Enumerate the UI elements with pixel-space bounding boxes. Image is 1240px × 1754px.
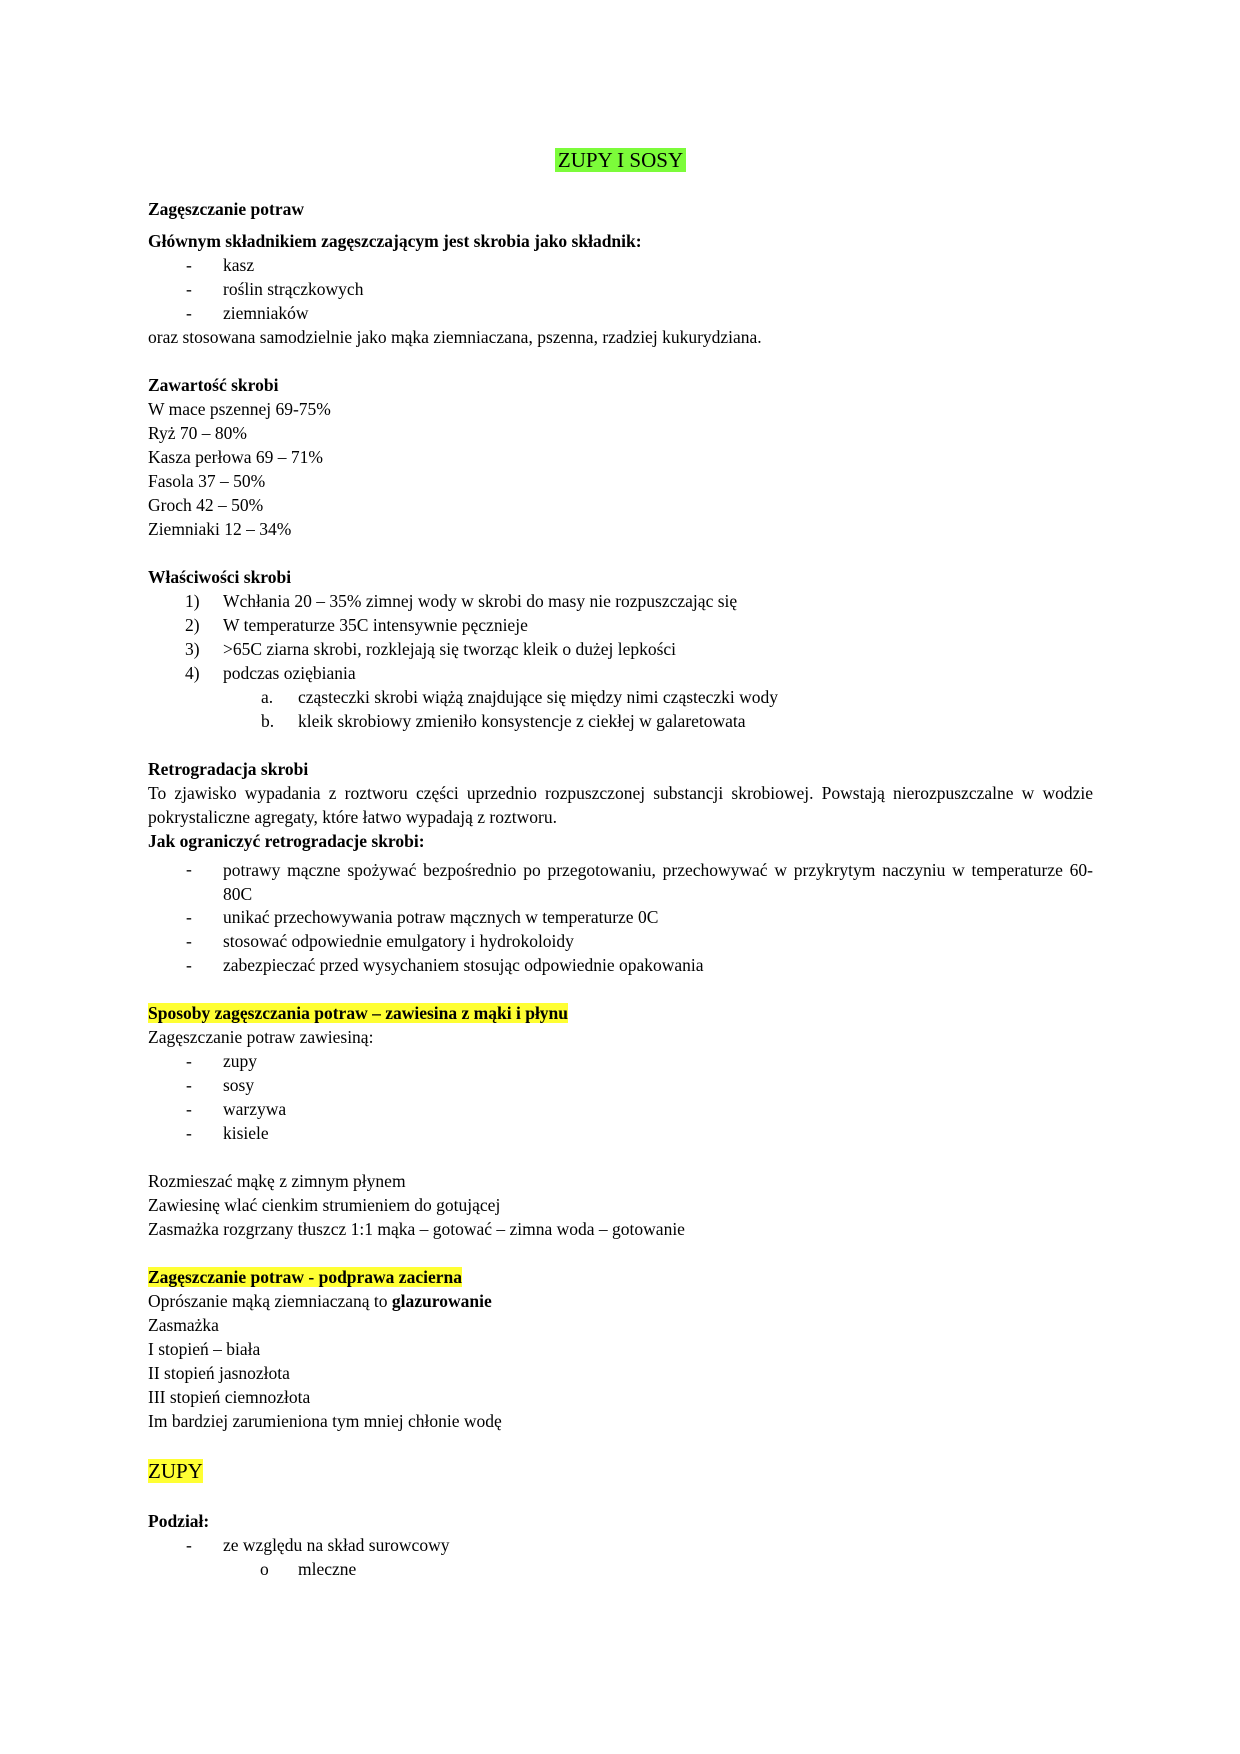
section-heading-suspension: Sposoby zagęszczania potraw – zawiesina z mąki i płynu <box>148 1003 569 1023</box>
roux-line: Zasmażka <box>148 1315 219 1335</box>
title-text: ZUPY I SOSY <box>555 148 686 172</box>
suspension-line: Zawiesinę wlać cienkim strumieniem do gotującej <box>148 1195 501 1215</box>
starch-content-line: Ziemniaki 12 – 34% <box>148 519 292 539</box>
roux-line: II stopień jasnozłota <box>148 1363 290 1383</box>
suspension-line: Zasmażka rozgrzany tłuszcz 1:1 mąka – gotować – zimna woda – gotowanie <box>148 1219 685 1239</box>
starch-content-line: W mace pszennej 69-75% <box>148 399 331 419</box>
roux-line: I stopień – biała <box>148 1339 261 1359</box>
section-heading-soups: ZUPY <box>148 1459 203 1483</box>
section-heading-thickening: Zagęszczanie potraw <box>148 199 305 219</box>
suspension-intro: Zagęszczanie potraw zawiesiną: <box>148 1027 374 1047</box>
glazing-line: Oprószanie mąką ziemniaczaną to glazurowanie <box>148 1291 492 1311</box>
suspension-line: Rozmieszać mąkę z zimnym płynem <box>148 1171 406 1191</box>
retrogradation-paragraph: To zjawisko wypadania z roztworu części uprzednio rozpuszczonej substancji skrobiowej. Powstają nierozpuszczalne w wodzie pokrystaliczne agregaty, które łatwo wypadają z roztworu. <box>148 783 1093 827</box>
starch-content-line: Kasza perłowa 69 – 71% <box>148 447 323 467</box>
thickening-intro: Głównym składnikiem zagęszczającym jest skrobia jako składnik: <box>148 231 642 251</box>
document-page: ZUPY I SOSY Zagęszczanie potraw Głównym składnikiem zagęszczającym jest skrobia jako składnik: - kasz - roślin strączkowych - ziemniaków oraz stosowana samodzielnie jako mąka ziemniaczana, pszenna, rzadziej kukurydziana. Zawartość skrobi W mace pszennej 69-75% Ryż 70 – 80% Kasza perłowa 69 – 71% Fasola 37 – 50% Groch 42 – 50% Ziemniaki 12 – 34% Właściwości skrobi 1) Wchłania 20 – 35% zimnej wody w skrobi do masy nie rozpuszczając się 2) W temperaturze 35C intensywnie pęcznieje 3) >65C ziarna skrobi, rozklejają się tworząc kleik o dużej lepkości 4) podczas oziębiania a. cząsteczki skrobi wiążą znajdujące się między nimi cząsteczki wody b. kleik skrobiowy zmieniło konsystencje z ciekłej w galaretowata Retrogradacja skrobi To zjawisko wypadania z roztworu części uprzednio rozpuszczonej substancji skrobiowej. Powstają nierozpuszczalne w wodzie pokrystaliczne agregaty, które łatwo wypadają z roztworu. Jak ograniczyć retrogradacje skrobi: - potrawy mączne spożywać bezpośrednio po przegotowaniu, przechowywać w przykrytym naczyniu w temperaturze 60-80C - unikać przechowywania potraw mącznych w temperaturze 0C - stosować odpowiednie emulgatory i hydrokoloidy - zabezpieczać przed wysychaniem stosując odpowiednie opakowania Sposoby zagęszczania potraw – zawiesina z mąki i płynu Zagęszczanie potraw zawiesiną: - zupy - sosy - warzywa - kisiele Rozmieszać mąkę z zimnym płynem Zawiesinę wlać cienkim strumieniem do gotującej Zasmażka rozgrzany tłuszcz 1:1 mąka – gotować – zimna woda – gotowanie Zagęszczanie potraw - podprawa zacierna Oprószanie mąką ziemniaczaną to glazurowanie Zasmażka I stopień – biała II stopień jasnozłota III stopień ciemnozłota Im bardziej zarumieniona tym mniej chłonie wodę ZUPY Podział: - ze względu na skład surowcowy o mleczne <box>148 148 1093 1579</box>
roux-line: Im bardziej zarumieniona tym mniej chłonie wodę <box>148 1411 502 1431</box>
starch-content-line: Ryż 70 – 80% <box>148 423 247 443</box>
retrogradation-question: Jak ograniczyć retrogradacje skrobi: <box>148 831 425 851</box>
thickening-outro: oraz stosowana samodzielnie jako mąka ziemniaczana, pszenna, rzadziej kukurydziana. <box>148 327 762 347</box>
classification-heading: Podział: <box>148 1511 210 1531</box>
section-heading-retrogradation: Retrogradacja skrobi <box>148 759 309 779</box>
starch-content-line: Fasola 37 – 50% <box>148 471 266 491</box>
section-heading-roux: Zagęszczanie potraw - podprawa zacierna <box>148 1267 462 1287</box>
section-heading-starch-content: Zawartość skrobi <box>148 375 279 395</box>
page-title <box>148 148 1093 173</box>
roux-line: III stopień ciemnozłota <box>148 1387 311 1407</box>
section-heading-starch-properties: Właściwości skrobi <box>148 567 292 587</box>
list-item: - potrawy mączne spożywać bezpośrednio po przegotowaniu, przechowywać w przykrytym naczyniu w temperaturze 60-80C <box>186 859 1093 904</box>
starch-content-line: Groch 42 – 50% <box>148 495 264 515</box>
